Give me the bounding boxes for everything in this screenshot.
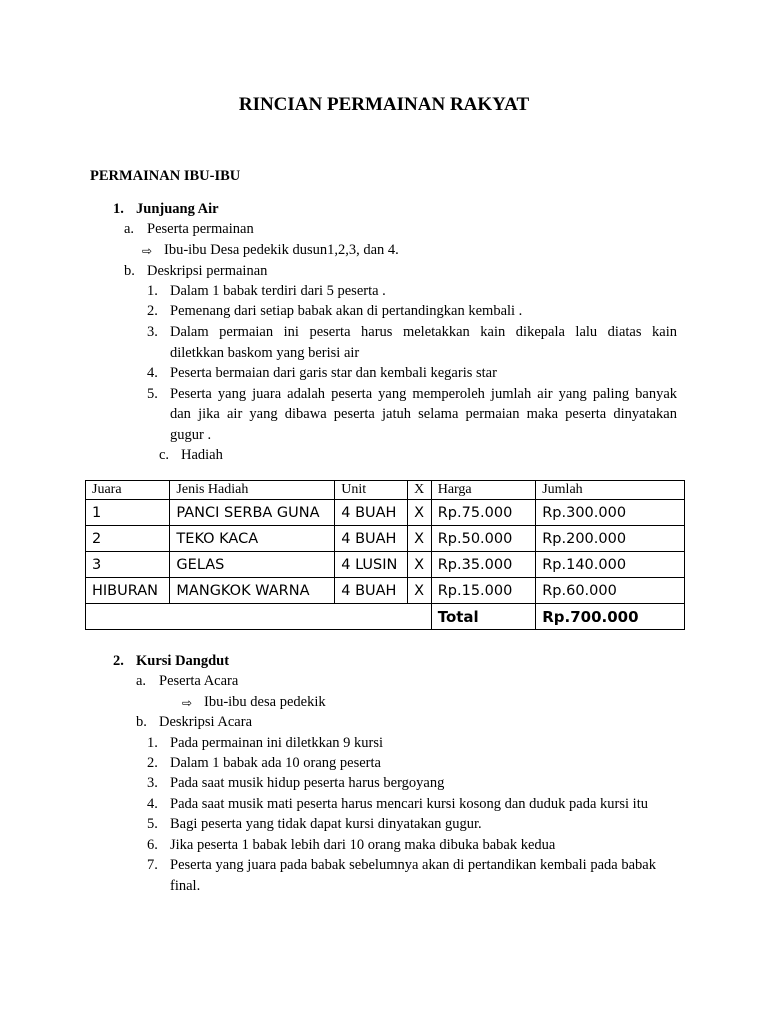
table-cell: MANGKOK WARNA (170, 578, 335, 604)
list-item-number: 3. (147, 324, 158, 340)
list-item-number: 1. (147, 283, 158, 299)
table-total-row (86, 604, 685, 630)
list-item-text-continued: diletkkan baskom yang berisi air (170, 345, 360, 361)
table-header-cell: Juara (86, 481, 170, 500)
total-label: Total (431, 604, 536, 630)
table-cell: Rp.50.000 (431, 526, 536, 552)
table-cell: Rp.140.000 (536, 552, 685, 578)
game1-c-marker: c. (159, 447, 170, 463)
list-item-text: Pemenang dari setiap babak akan di pertandingkan kembali . (170, 303, 523, 319)
table-header-cell: Jenis Hadiah (170, 481, 335, 500)
list-item-text: Peserta yang juara adalah peserta yang memperoleh jumlah air yang paling banyak (170, 386, 677, 402)
table-row (86, 500, 685, 526)
list-item-number: 1. (147, 735, 158, 751)
game2-a-item: Ibu-ibu desa pedekik (204, 694, 326, 710)
list-item-number: 5. (147, 386, 158, 402)
table-cell: PANCI SERBA GUNA (170, 500, 335, 526)
list-item-text: Jika peserta 1 babak lebih dari 10 orang maka dibuka babak kedua (170, 837, 556, 853)
table-cell: X (407, 500, 431, 526)
table-cell: HIBURAN (86, 578, 170, 604)
table-cell: Rp.35.000 (431, 552, 536, 578)
table-cell: 4 BUAH (335, 578, 407, 604)
list-item-number: 2. (147, 303, 158, 319)
game1-name: Junjuang Air (136, 201, 219, 217)
table-header-cell: Jumlah (536, 481, 685, 500)
list-item-number: 3. (147, 775, 158, 791)
hollow-right-arrow-icon: ⇨ (182, 696, 193, 710)
table-cell: Rp.200.000 (536, 526, 685, 552)
document-title: RINCIAN PERMAINAN RAKYAT (238, 94, 530, 115)
game1-a-item: Ibu-ibu Desa pedekik dusun1,2,3, dan 4. (164, 242, 399, 258)
table-cell: Rp.15.000 (431, 578, 536, 604)
table-row (86, 552, 685, 578)
game1-b-marker: b. (124, 263, 135, 279)
table-cell: 4 BUAH (335, 526, 407, 552)
game2-number: 2. (113, 653, 124, 669)
table-cell: X (407, 526, 431, 552)
list-item-text: Pada saat musik mati peserta harus mencari kursi kosong dan duduk pada kursi itu (170, 796, 648, 812)
list-item-text-continued: gugur . (170, 427, 212, 443)
table-cell: X (407, 552, 431, 578)
list-item-number: 6. (147, 837, 158, 853)
list-item-text: Pada permainan ini diletkkan 9 kursi (170, 735, 384, 751)
list-item-text: Bagi peserta yang tidak dapat kursi dinyatakan gugur. (170, 816, 482, 832)
table-cell: Rp.300.000 (536, 500, 685, 526)
prize-table (85, 480, 685, 630)
list-item-text: Pada saat musik hidup peserta harus bergoyang (170, 775, 445, 791)
list-item-text-continued: dan jika air yang dibawa peserta jatuh selama permaian maka peserta dinyatakan (170, 406, 677, 422)
list-item-number: 4. (147, 796, 158, 812)
list-item-text: Dalam permaian ini peserta harus meletakkan kain dikepala lalu diatas kain (170, 324, 677, 340)
game1-c-label: Hadiah (181, 447, 223, 463)
game2-name: Kursi Dangdut (136, 653, 230, 669)
table-cell: X (407, 578, 431, 604)
list-item-number: 4. (147, 365, 158, 381)
total-value: Rp.700.000 (536, 604, 685, 630)
table-cell: 2 (86, 526, 170, 552)
game1-number: 1. (113, 201, 124, 217)
list-item-text: Dalam 1 babak terdiri dari 5 peserta . (170, 283, 386, 299)
table-cell: TEKO KACA (170, 526, 335, 552)
table-row (86, 526, 685, 552)
table-cell: 4 BUAH (335, 500, 407, 526)
table-cell: Rp.75.000 (431, 500, 536, 526)
table-cell: GELAS (170, 552, 335, 578)
table-header-cell: Unit (335, 481, 407, 500)
table-cell: 3 (86, 552, 170, 578)
list-item-text-continued: final. (170, 878, 201, 894)
hollow-right-arrow-icon: ⇨ (142, 244, 153, 258)
game2-a-marker: a. (136, 673, 147, 689)
list-item-text: Dalam 1 babak ada 10 orang peserta (170, 755, 381, 771)
game2-b-label: Deskripsi Acara (159, 714, 253, 730)
table-cell: Rp.60.000 (536, 578, 685, 604)
game2-b-marker: b. (136, 714, 147, 730)
section-heading: PERMAINAN IBU-IBU (90, 168, 241, 184)
list-item-number: 5. (147, 816, 158, 832)
list-item-number: 2. (147, 755, 158, 771)
game1-a-marker: a. (124, 221, 135, 237)
table-row (86, 578, 685, 604)
list-item-text: Peserta yang juara pada babak sebelumnya akan di pertandikan kembali pada babak (170, 857, 656, 873)
game1-b-label: Deskripsi permainan (147, 263, 268, 279)
table-empty-cell (86, 604, 432, 630)
game1-a-label: Peserta permainan (147, 221, 254, 237)
list-item-number: 7. (147, 857, 158, 873)
list-item-text: Peserta bermaian dari garis star dan kembali kegaris star (170, 365, 497, 381)
table-cell: 1 (86, 500, 170, 526)
table-cell: 4 LUSIN (335, 552, 407, 578)
table-header-cell: X (407, 481, 431, 500)
table-header-cell: Harga (431, 481, 536, 500)
game2-a-label: Peserta Acara (159, 673, 239, 689)
table-header-row (86, 481, 685, 500)
